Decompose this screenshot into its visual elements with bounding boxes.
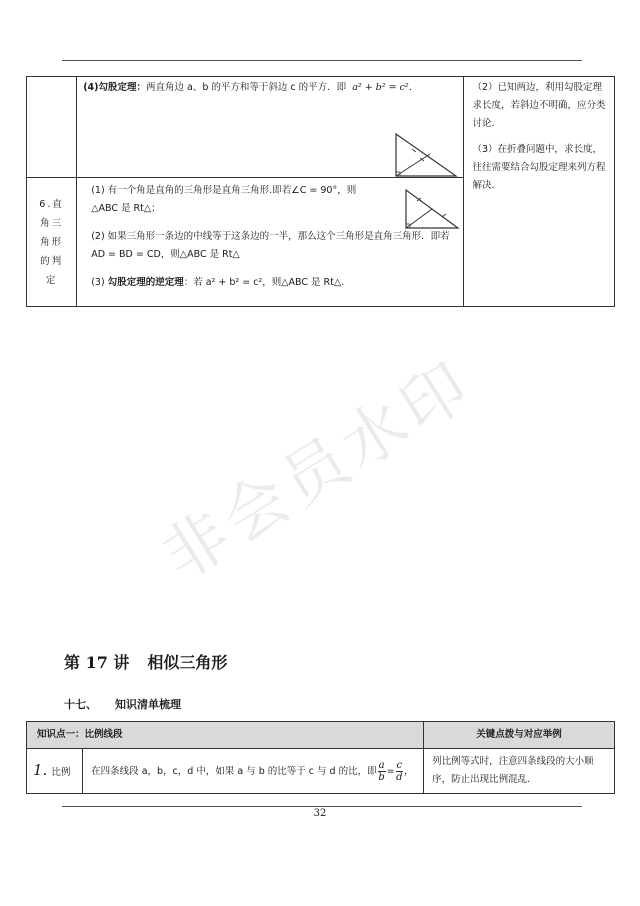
row-label: 比例 <box>51 766 71 778</box>
table-row <box>27 77 615 178</box>
row-label-cell <box>27 749 83 794</box>
table-header-row <box>27 722 615 749</box>
lecture-name: 相似三角形 <box>147 653 228 672</box>
note-2: （2）已知两边，利用勾股定理求长度，若斜边不明确，应分类讨论． <box>472 82 606 129</box>
theorem-label: (4)勾股定理： <box>83 82 146 93</box>
header-knowledge-point: 知识点一：比例线段 <box>27 722 424 749</box>
section-name: 知识清单梳理 <box>115 698 181 711</box>
footer-rule <box>62 806 582 807</box>
table-row <box>27 749 615 794</box>
category-label: 6.直角三角形的判定 <box>39 198 64 286</box>
right-triangle-figure <box>390 130 460 180</box>
knowledge-table <box>26 721 615 794</box>
criterion-3-prefix: (3) <box>91 277 108 288</box>
fraction-a-b: $\frac{a}{b}$ <box>378 759 385 783</box>
definition-text: 在四条线段 a，b，c，d 中，如果 a 与 b 的比等于 c 与 d 的比，即 <box>91 765 377 777</box>
row-number: 1. <box>33 760 48 779</box>
knowledge-table-continued <box>26 76 615 307</box>
page-number: 32 <box>313 808 327 819</box>
fraction-c-d: $\frac{c}{d}$ <box>396 759 403 783</box>
section-number: 十七、 <box>64 698 97 711</box>
pythagorean-theorem <box>83 79 457 97</box>
criterion-3 <box>91 274 457 292</box>
header-rule <box>62 60 582 61</box>
note-3: （3）在折叠问题中，求长度，往往需要结合勾股定理来列方程解决． <box>472 144 606 191</box>
criterion-3-text: ：若 a² + b² = c²，则△ABC 是 Rt△. <box>183 277 345 288</box>
category-cell-empty <box>27 77 77 178</box>
category-cell <box>27 178 77 307</box>
note-cell: 列比例等式时，注意四条线段的大小顺序，防止出现比例混乱. <box>424 749 615 794</box>
criterion-1: (1) 有一个角是直角的三角形是直角三角形.即若∠C = 90°，则△ABC 是 Rt△； <box>91 185 357 214</box>
criterion-3-label: 勾股定理的逆定理 <box>107 277 184 288</box>
header-key-points: 关键点拨与对应举例 <box>424 722 615 749</box>
definition-cell: 在四条线段 a，b，c，d 中，如果 a 与 b 的比等于 c 与 d 的比，即 $\frac{a}{b}$ = $\frac{c}{d}$ ， <box>83 749 424 794</box>
watermark: 非会员水印 <box>150 346 487 596</box>
lecture-number: 第 17 讲 <box>64 653 130 672</box>
section-title <box>64 696 181 712</box>
notes-cell <box>464 77 615 307</box>
median-triangle-figure <box>402 188 460 230</box>
theorem-text: 两直角边 a、b 的平方和等于斜边 c 的平方．即 <box>146 82 347 93</box>
lecture-title <box>64 650 227 673</box>
criterion-2: (2) 如果三角形一条边的中线等于这条边的一半，那么这个三角形是直角三角形．即若 AD = BD = CD，则△ABC 是 Rt△ <box>91 231 450 260</box>
theorem-formula: a² + b² = c²． <box>352 82 419 93</box>
